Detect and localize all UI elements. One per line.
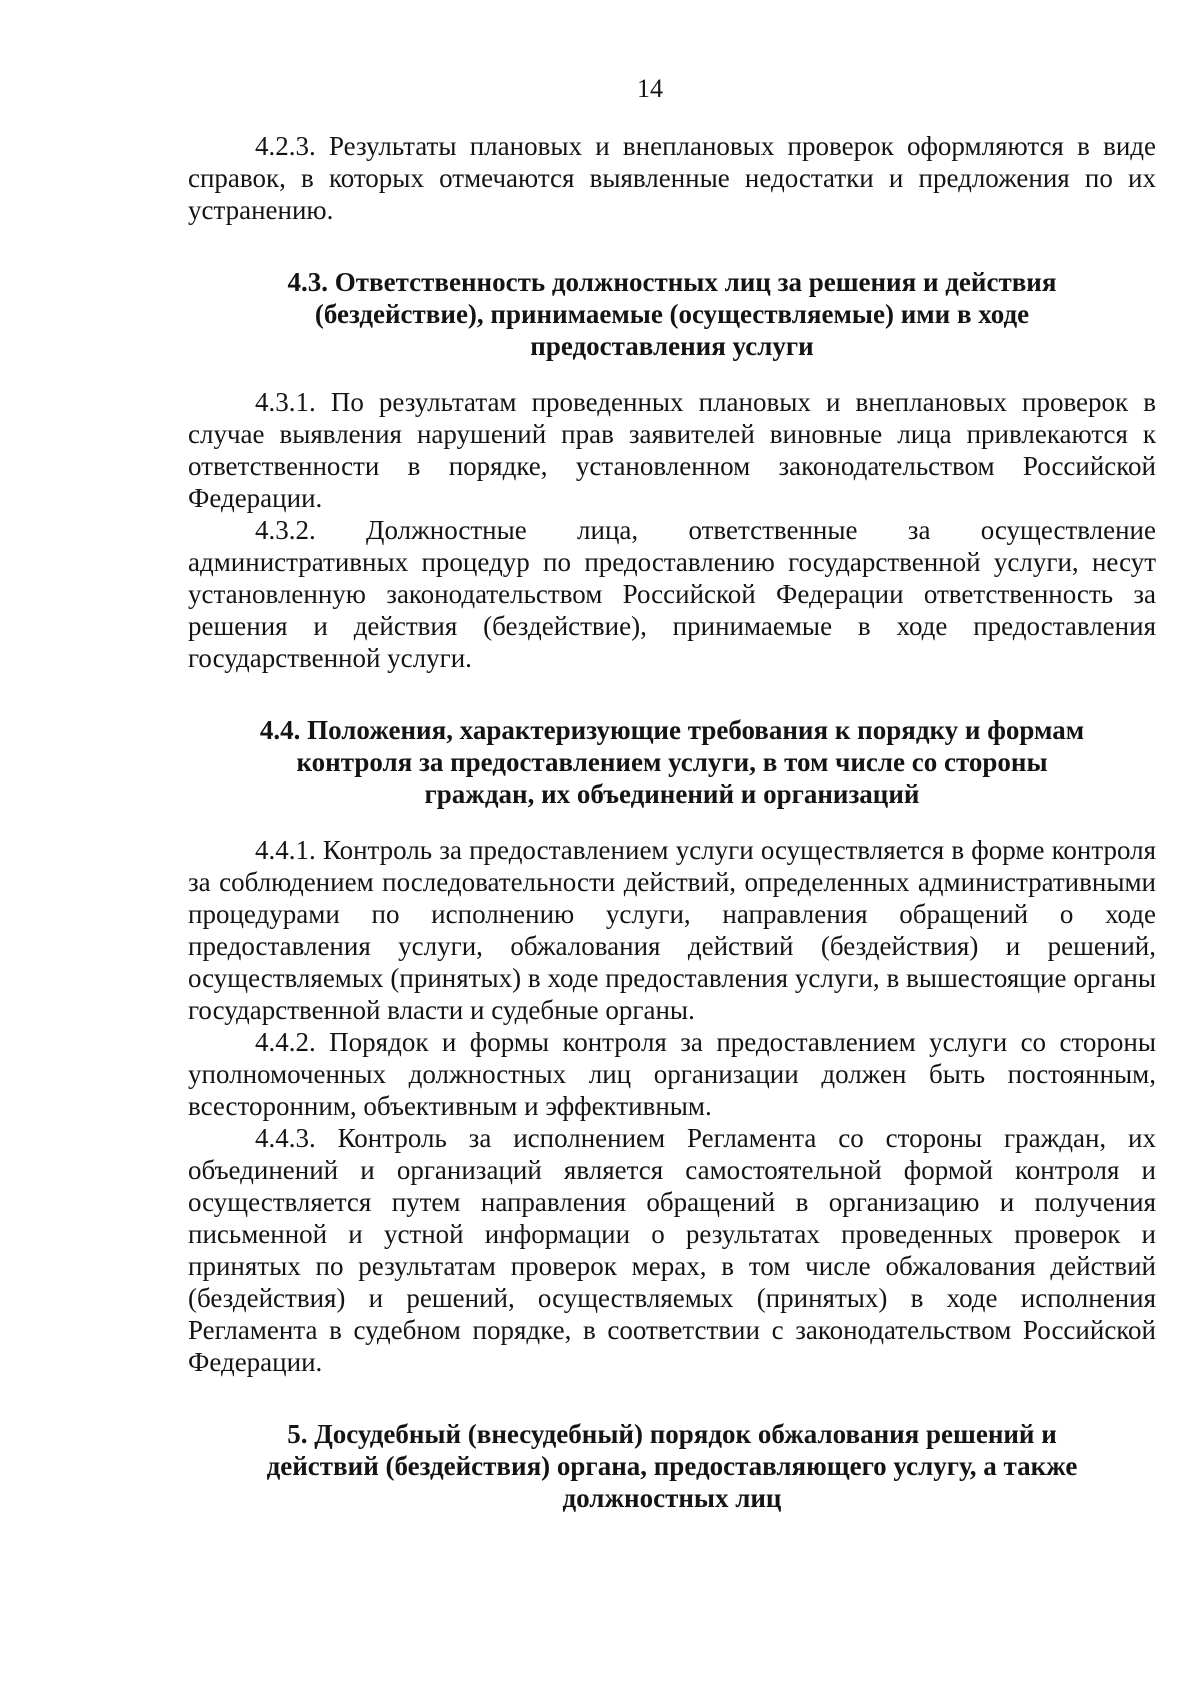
section-heading-4-3: 4.3. Ответственность должностных лиц за решения и действия (бездействие), принимаемые (осуществляемые) ими в ходе предоставления услуги [287,267,1057,361]
paragraph-4-4-1: 4.4.1. Контроль за предоставлением услуги осуществляется в форме контроля за соблюдением последовательности действий, определенных административными процедурами по исполнению услуги, направления обращений о ходе предоставления услуги, обжалования действий (бездействия) и решений, осуществляемых (принятых) в ходе предоставления услуги, в вышестоящие органы государственной власти и судебные органы. [188,835,1156,1025]
paragraph-4-4-2: 4.4.2. Порядок и формы контроля за предоставлением услуги со стороны уполномоченных должностных лиц организации должен быть постоянным, всесторонним, объективным и эффективным. [188,1027,1156,1121]
section-heading-4-4: 4.4. Положения, характеризующие требования к порядку и формам контроля за предоставлением услуги, в том числе со стороны граждан, их объединений и организаций [259,715,1085,809]
paragraph-4-2-3: 4.2.3. Результаты плановых и внеплановых проверок оформляются в виде справок, в которых отмечаются выявленные недостатки и предложения по их устранению. [188,131,1156,225]
page-number: 14 [637,74,663,103]
paragraph-4-3-1: 4.3.1. По результатам проведенных плановых и внеплановых проверок в случае выявления нарушений прав заявителей виновные лица привлекаются к ответственности в порядке, установленном законодательством Российской Федерации. [188,387,1156,513]
section-heading-5: 5. Досудебный (внесудебный) порядок обжалования решений и действий (бездействия) органа, предоставляющего услугу, а также должностных лиц [266,1419,1078,1513]
paragraph-4-4-3: 4.4.3. Контроль за исполнением Регламента со стороны граждан, их объединений и организаций является самостоятельной формой контроля и осуществляется путем направления обращений в организацию и получения письменной и устной информации о результатах проведенных проверок и принятых по результатам проверок мерах, в том числе обжалования действий (бездействия) и решений, осуществляемых (принятых) в ходе исполнения Регламента в судебном порядке, в соответствии с законодательством Российской Федерации. [188,1123,1156,1377]
paragraph-4-3-2: 4.3.2. Должностные лица, ответственные за осуществление административных процедур по предоставлению государственной услуги, несут установленную законодательством Российской Федерации ответственность за решения и действия (бездействие), принимаемые в ходе предоставления государственной услуги. [188,515,1156,673]
document-body [188,130,1156,1514]
